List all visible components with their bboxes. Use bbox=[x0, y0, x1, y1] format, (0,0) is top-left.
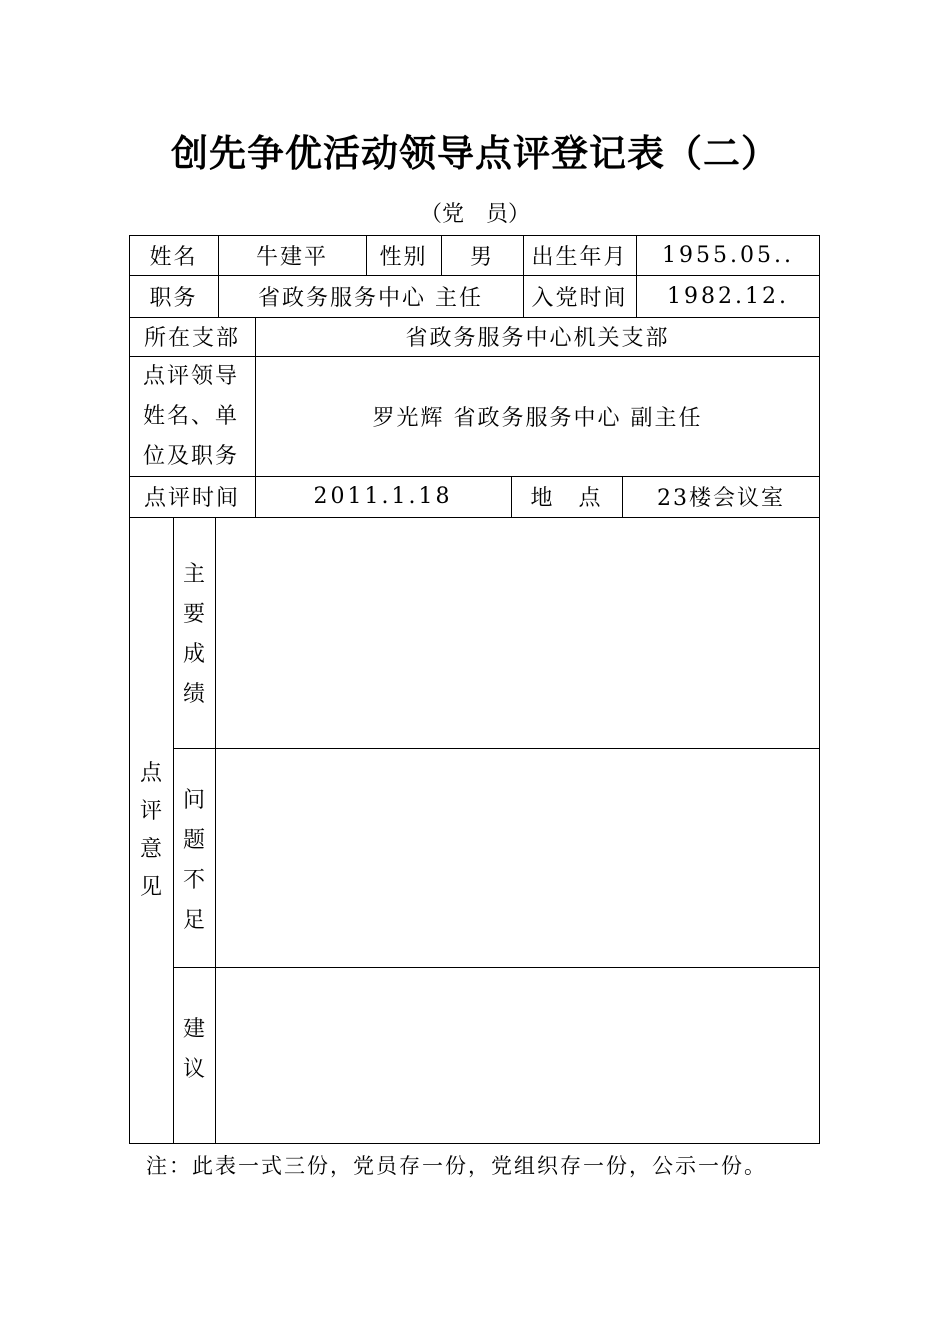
achievements-field[interactable] bbox=[216, 518, 819, 748]
footnote: 注：此表一式三份，党员存一份，党组织存一份，公示一份。 bbox=[146, 1154, 767, 1178]
registration-form bbox=[129, 235, 820, 1144]
opinion-label bbox=[129, 755, 173, 907]
location-value: 23楼会议室 bbox=[657, 486, 785, 511]
opinion-label-char: 见 bbox=[139, 875, 162, 900]
achievements-label-char: 绩 bbox=[182, 682, 205, 707]
achievements-label-char: 要 bbox=[182, 602, 205, 627]
branch-label: 所在支部 bbox=[143, 326, 240, 351]
reviewer-label: 点评领导 姓名、单 位及职务 bbox=[143, 364, 240, 469]
position-label: 职务 bbox=[149, 285, 198, 311]
reviewer-value: 罗光辉 省政务服务中心 副主任 bbox=[372, 405, 703, 431]
opinion-label-char: 评 bbox=[139, 799, 162, 824]
problems-label-char: 问 bbox=[182, 788, 205, 813]
location-label: 地 点 bbox=[530, 486, 603, 511]
suggestions-label-char: 议 bbox=[182, 1057, 205, 1082]
review-time-label: 点评时间 bbox=[143, 486, 240, 511]
suggestions-field[interactable] bbox=[216, 968, 819, 1143]
achievements-label-char: 成 bbox=[182, 642, 205, 667]
name-value: 牛建平 bbox=[255, 244, 328, 270]
problems-label bbox=[173, 781, 215, 941]
suggestions-label bbox=[173, 1010, 215, 1090]
join-date-label: 入党时间 bbox=[531, 285, 628, 311]
opinion-label-char: 意 bbox=[139, 837, 162, 862]
branch-value: 省政务服务中心机关支部 bbox=[405, 326, 670, 351]
table-border-left bbox=[129, 235, 130, 1144]
form-subtitle: （党 员） bbox=[419, 202, 530, 227]
opinion-label-char: 点 bbox=[139, 761, 162, 786]
problems-label-char: 不 bbox=[182, 868, 205, 893]
gender-label: 性别 bbox=[379, 244, 428, 270]
suggestions-label-char: 建 bbox=[182, 1017, 205, 1042]
position-value: 省政务服务中心 主任 bbox=[258, 285, 483, 311]
birth-value: 1955.05.. bbox=[662, 242, 794, 268]
problems-label-char: 题 bbox=[182, 828, 205, 853]
review-time-value: 2011.1.18 bbox=[313, 484, 453, 509]
problems-field[interactable] bbox=[216, 749, 819, 967]
gender-value: 男 bbox=[469, 244, 494, 270]
name-label: 姓名 bbox=[149, 244, 198, 270]
achievements-label bbox=[173, 555, 215, 715]
achievements-label-char: 主 bbox=[182, 562, 205, 587]
birth-label: 出生年月 bbox=[531, 244, 628, 270]
problems-label-char: 足 bbox=[182, 908, 205, 933]
table-border-bottom bbox=[129, 1143, 820, 1144]
join-date-value: 1982.12. bbox=[667, 283, 789, 309]
form-title: 创先争优活动领导点评登记表（二） bbox=[171, 131, 779, 175]
